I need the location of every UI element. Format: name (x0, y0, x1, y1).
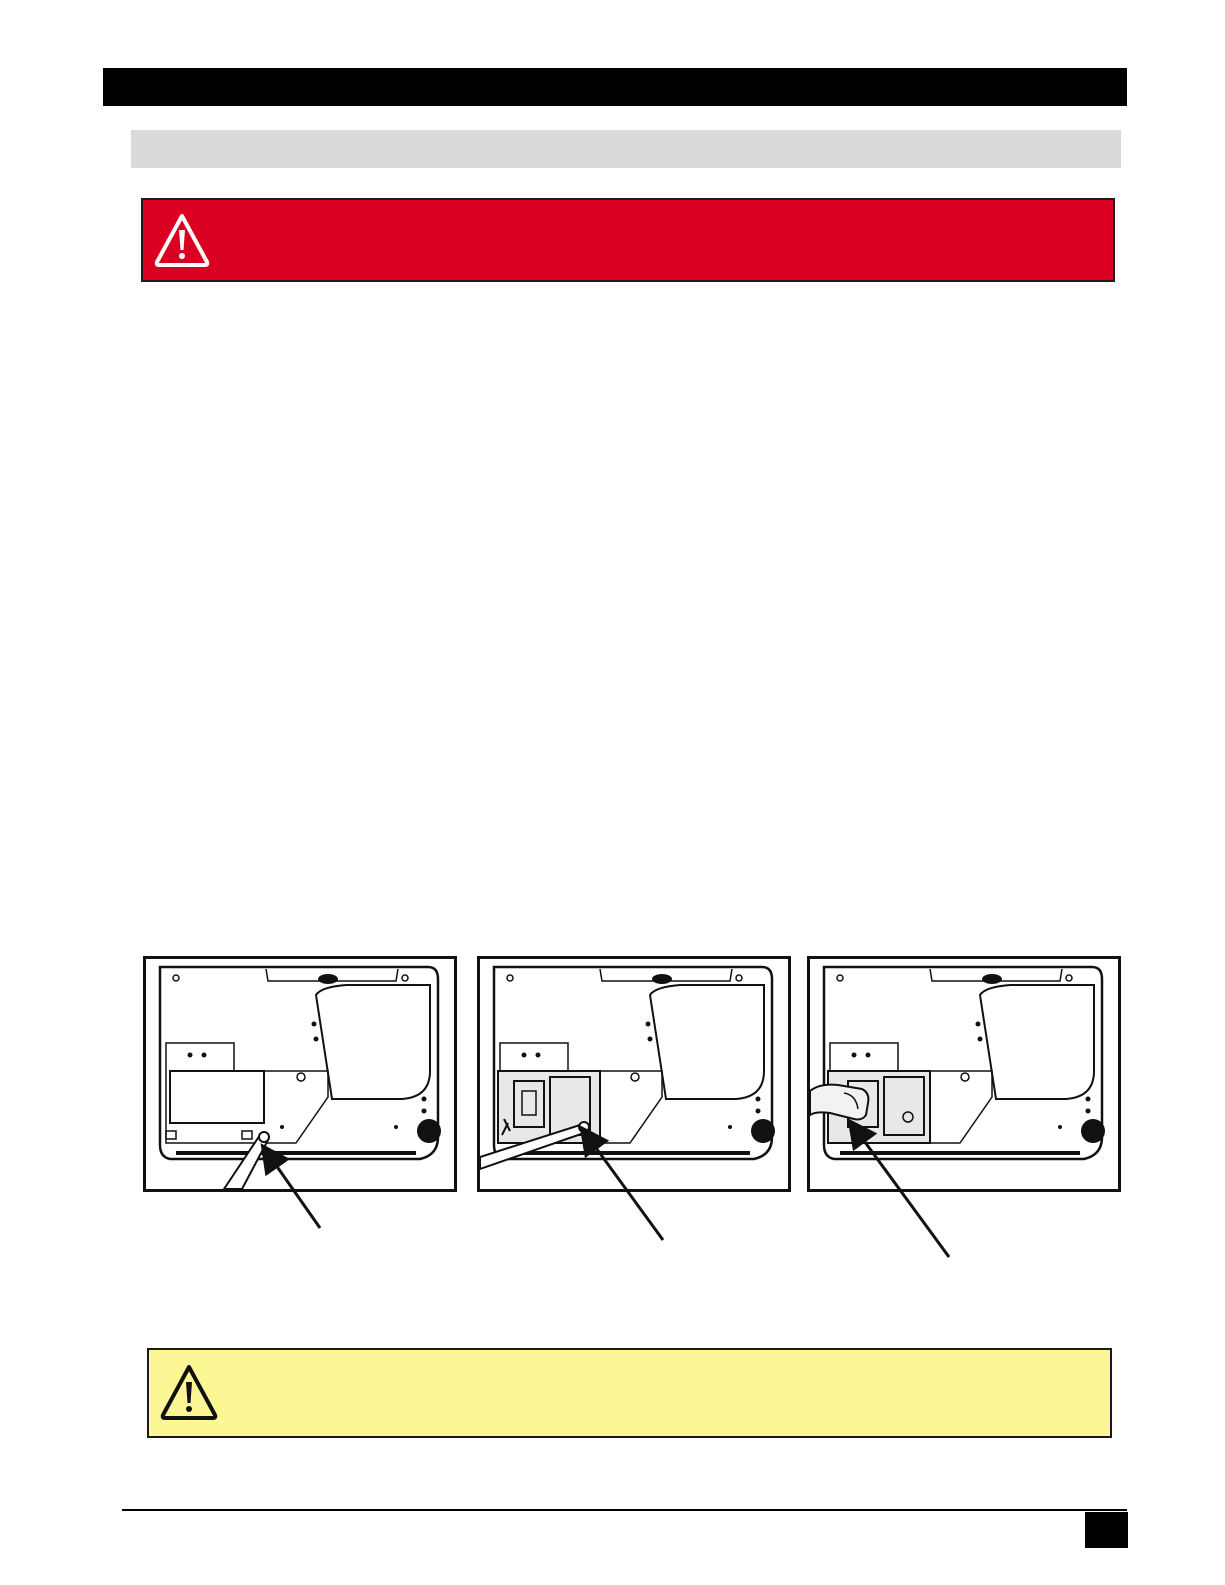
caution-triangle-icon (158, 1363, 220, 1423)
section-title-bar (131, 130, 1121, 168)
page-number (1085, 1512, 1128, 1548)
photo-lamp-module-screw (477, 956, 791, 1192)
warning-triangle-icon (153, 212, 211, 270)
footer-rule (122, 1509, 1127, 1511)
photo-lamp-module-removal (807, 956, 1121, 1192)
warning-banner (141, 198, 1115, 282)
photo-lamp-cover-screw (143, 956, 457, 1192)
page-header-bar (103, 68, 1127, 106)
caution-banner (147, 1348, 1112, 1438)
